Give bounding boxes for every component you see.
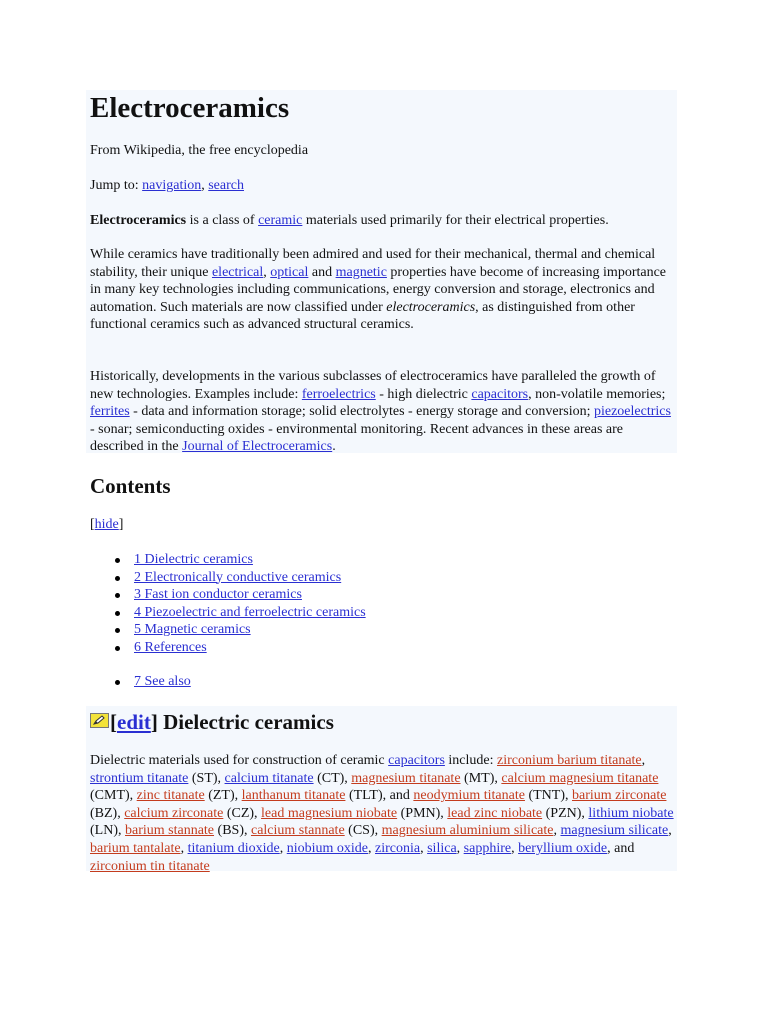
hide-toc-link[interactable]: hide	[94, 517, 119, 532]
paragraph-2: While ceramics have traditionally been admired and used for their mechanical, thermal and chemical stability, their unique electrical, optical and magnetic properties have become of increasing importance in many key technologies including communications, energy conversion and storage, electronics and automation. Such materials are now classified under electroceramics, as distinguished from other functional ceramics such as advanced structural ceramics.	[90, 247, 667, 333]
material-link[interactable]: calcium stannate	[250, 823, 345, 839]
toc-list	[90, 551, 674, 656]
toc-link-references[interactable]: 6 References	[134, 639, 207, 655]
material-link[interactable]: lead magnesium niobate	[261, 805, 398, 821]
piezoelectrics-link[interactable]: piezoelectrics	[593, 404, 671, 420]
material-link[interactable]: lanthanum titanate	[241, 788, 346, 804]
material-link[interactable]: calcium zirconate	[124, 805, 224, 821]
toc-link-see-also[interactable]: 7 See also	[134, 674, 191, 689]
ceramic-link[interactable]: ceramic	[258, 213, 303, 228]
toc-link-conductive[interactable]: 2 Electronically conductive ceramics	[134, 569, 342, 585]
journal-link[interactable]: Journal of Electroceramics	[182, 439, 333, 455]
material-link[interactable]: barium zirconate	[572, 788, 667, 804]
material-link[interactable]: zirconia	[375, 840, 421, 856]
toc-link-dielectric[interactable]: 1 Dielectric ceramics	[134, 552, 253, 567]
material-link[interactable]: strontium titanate	[90, 770, 189, 786]
material-link[interactable]: barium stannate	[125, 823, 215, 839]
material-link[interactable]: magnesium silicate	[560, 823, 669, 839]
section-heading-dielectric: [edit] Dielectric ceramics	[90, 709, 674, 735]
material-link[interactable]: zirconium barium titanate	[497, 753, 642, 768]
toc-item	[90, 586, 674, 604]
toc-list-continued	[90, 673, 674, 691]
toc-link-fast-ion[interactable]: 3 Fast ion conductor ceramics	[134, 587, 302, 602]
search-link[interactable]: search	[208, 178, 244, 193]
material-link[interactable]: magnesium titanate	[351, 770, 461, 786]
material-link[interactable]: zirconium tin titanate	[90, 858, 210, 874]
material-link[interactable]: titanium dioxide	[187, 840, 280, 856]
navigation-link[interactable]: navigation	[142, 178, 202, 193]
dielectric-materials-paragraph: Dielectric materials used for construction of ceramic capacitors include: zirconium barium titanate, strontium titanate (ST), calcium titanate (CT), magnesium titanate (MT), calcium magnesium titanate (CMT), zinc titanate (ZT), lanthanum titanate (TLT), and neodymium titanate (TNT), barium zirconate (BZ), calcium zirconate (CZ), lead magnesium niobate (PMN), lead zinc niobate (PZN), lithium niobate (LN), barium stannate (BS), calcium stannate (CS), magnesium aluminium silicate, magnesium silicate, barium tantalate, titanium dioxide, niobium oxide, zirconia, silica, sapphire, beryllium oxide, and zirconium tin titanate	[90, 753, 674, 874]
toc-link-piezoelectric[interactable]: 4 Piezoelectric and ferroelectric ceramics	[134, 604, 366, 620]
material-link[interactable]: lithium niobate	[588, 805, 674, 821]
material-link[interactable]: barium tantalate	[90, 840, 181, 856]
capacitors-link-2[interactable]: capacitors	[388, 753, 445, 768]
ferrites-link[interactable]: ferrites	[90, 404, 130, 420]
capacitors-link[interactable]: capacitors	[471, 386, 529, 402]
material-link[interactable]: neodymium titanate	[413, 788, 525, 804]
tagline: From Wikipedia, the free encyclopedia	[90, 143, 309, 158]
contents-heading: Contents	[90, 474, 171, 498]
toc-item	[90, 569, 674, 587]
jump-to-label: Jump to:	[90, 178, 143, 193]
edit-section-link[interactable]: edit	[117, 710, 151, 734]
jump-to-line: Jump to: navigation, search	[90, 178, 244, 193]
toc-item	[90, 604, 674, 622]
section-title: Dielectric ceramics	[157, 710, 334, 734]
magnetic-link[interactable]: magnetic	[335, 264, 387, 280]
toc-link-magnetic[interactable]: 5 Magnetic ceramics	[134, 622, 251, 637]
pencil-edit-icon[interactable]	[90, 713, 109, 728]
toc-item	[90, 551, 674, 569]
term-bold: Electroceramics	[90, 213, 187, 228]
electroceramics-emphasis: electroceramics	[386, 299, 476, 315]
toc-item	[90, 673, 674, 691]
toc-toggle: [hide]	[90, 517, 124, 532]
material-link[interactable]: zinc titanate	[136, 788, 205, 804]
page-title: Electroceramics	[90, 92, 290, 124]
material-link[interactable]: sapphire	[463, 840, 512, 856]
material-link[interactable]: magnesium aluminium silicate	[381, 823, 554, 839]
toc-item	[90, 639, 674, 657]
material-link[interactable]: silica	[427, 840, 457, 856]
material-link[interactable]: calcium magnesium titanate	[501, 770, 659, 786]
material-link[interactable]: calcium titanate	[224, 770, 314, 786]
paragraph-3: Historically, developments in the various subclasses of electroceramics have paralleled the growth of new technologies. Examples include: ferroelectrics - high dielectric capacitors, non-volatile memories; ferrites - data and information storage; solid electrolytes - energy storage and conversion; piezoelectrics - sonar; semiconducting oxides - environmental monitoring. Recent advances in these areas are described in the Journal of Electroceramics.	[90, 369, 671, 455]
toc-item	[90, 621, 674, 639]
electrical-link[interactable]: electrical	[211, 264, 264, 280]
material-link[interactable]: niobium oxide	[286, 840, 369, 856]
intro-paragraph: Electroceramics is a class of ceramic materials used primarily for their electrical properties.	[90, 213, 609, 228]
material-link[interactable]: beryllium oxide	[518, 840, 608, 856]
material-link[interactable]: lead zinc niobate	[447, 805, 543, 821]
optical-link[interactable]: optical	[270, 264, 309, 280]
ferroelectrics-link[interactable]: ferroelectrics	[301, 386, 376, 402]
